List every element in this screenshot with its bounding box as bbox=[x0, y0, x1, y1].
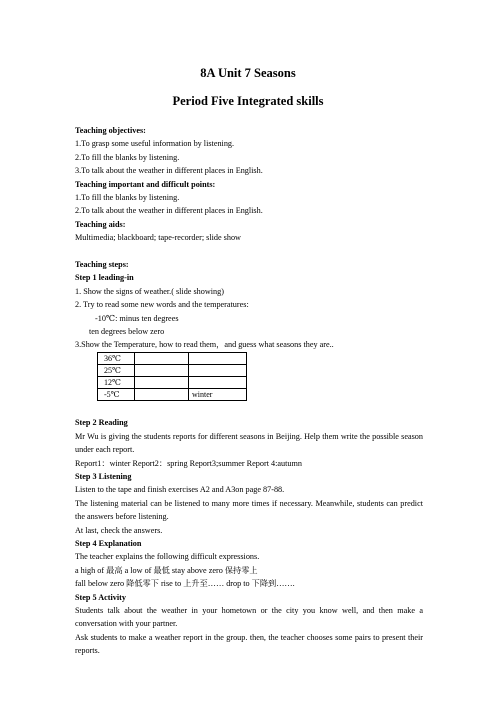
objectives-heading: Teaching objectives: bbox=[75, 126, 146, 135]
table-cell bbox=[189, 352, 247, 364]
step4-line: The teacher explains the following difficult expressions. bbox=[75, 552, 260, 562]
important-points-heading: Teaching important and difficult points: bbox=[75, 179, 216, 189]
objective-item: 1.To grasp some useful information by listening. bbox=[75, 139, 235, 149]
step3-paragraph: The listening material can be listened to many more times if necessary. Meanwhile, students can predict the answers before listening. bbox=[75, 498, 423, 522]
table-row bbox=[98, 376, 247, 388]
step4-expressions: fall below zero 降低零下 rise to 上升至…… drop to 下降到……. bbox=[75, 579, 295, 589]
step4-heading: Step 4 Explanation bbox=[75, 538, 142, 548]
step3-line: At last, check the answers. bbox=[75, 525, 163, 535]
step1-heading: Step 1 leading-in bbox=[75, 273, 134, 283]
step1-line: 2. Try to read some new words and the temperatures: bbox=[75, 300, 249, 310]
table-cell: 25℃ bbox=[98, 364, 135, 376]
spacer bbox=[75, 245, 423, 258]
objective-item: 2.To fill the blanks by listening. bbox=[75, 152, 180, 162]
objective-item: 3.To talk about the weather in different places in English. bbox=[75, 166, 263, 176]
table-row bbox=[98, 352, 247, 364]
table-cell bbox=[135, 376, 189, 388]
table-cell: winter bbox=[189, 388, 247, 400]
step5-heading: Step 5 Activity bbox=[75, 592, 126, 602]
page-title: 8A Unit 7 Seasons bbox=[200, 66, 296, 80]
table-cell: -5℃ bbox=[98, 388, 135, 400]
table-row bbox=[98, 388, 247, 400]
step1-line: 3.Show the Temperature, how to read them，and guess what seasons they are.. bbox=[75, 340, 334, 350]
step3-line: Listen to the tape and finish exercises A2 and A3on page 87-88. bbox=[75, 485, 285, 495]
temperature-example: ten degrees below zero bbox=[89, 327, 165, 337]
step2-paragraph: Mr Wu is giving the students reports for different seasons in Beijing. Help them write the possible season under each report. bbox=[75, 431, 423, 455]
table-cell bbox=[135, 388, 189, 400]
step5-paragraph: Students talk about the weather in your hometown or the city you know well, and then make a conversation with your partner. bbox=[75, 605, 423, 629]
page-subtitle: Period Five Integrated skills bbox=[172, 94, 324, 108]
steps-heading: Teaching steps: bbox=[75, 260, 129, 270]
step4-expressions: a high of 最高 a low of 最低 stay above zero 保持零上 bbox=[75, 565, 258, 575]
table-cell: 36℃ bbox=[98, 352, 135, 364]
table-cell bbox=[135, 352, 189, 364]
aids-text: Multimedia; blackboard; tape-recorder; slide show bbox=[75, 233, 241, 243]
temperature-table bbox=[97, 352, 247, 401]
spacer bbox=[75, 403, 423, 416]
step5-paragraph: Ask students to make a weather report in the group. then, the teacher chooses some pairs to present their reports. bbox=[75, 632, 423, 656]
step2-heading: Step 2 Reading bbox=[75, 418, 128, 428]
step3-heading: Step 3 Listening bbox=[75, 471, 132, 481]
temperature-example: -10℃: minus ten degrees bbox=[95, 313, 179, 323]
table-cell bbox=[189, 364, 247, 376]
important-point-item: 2.To talk about the weather in different places in English. bbox=[75, 206, 263, 216]
important-point-item: 1.To fill the blanks by listening. bbox=[75, 193, 180, 203]
step2-reports: Report1：winter Report2：spring Report3;summer Report 4:autumn bbox=[75, 458, 302, 468]
table-cell: 12℃ bbox=[98, 376, 135, 388]
aids-heading: Teaching aids: bbox=[75, 219, 126, 229]
table-row bbox=[98, 364, 247, 376]
document-body bbox=[75, 124, 423, 658]
table-cell bbox=[135, 364, 189, 376]
table-cell bbox=[189, 376, 247, 388]
step1-line: 1. Show the signs of weather.( slide showing) bbox=[75, 286, 224, 296]
